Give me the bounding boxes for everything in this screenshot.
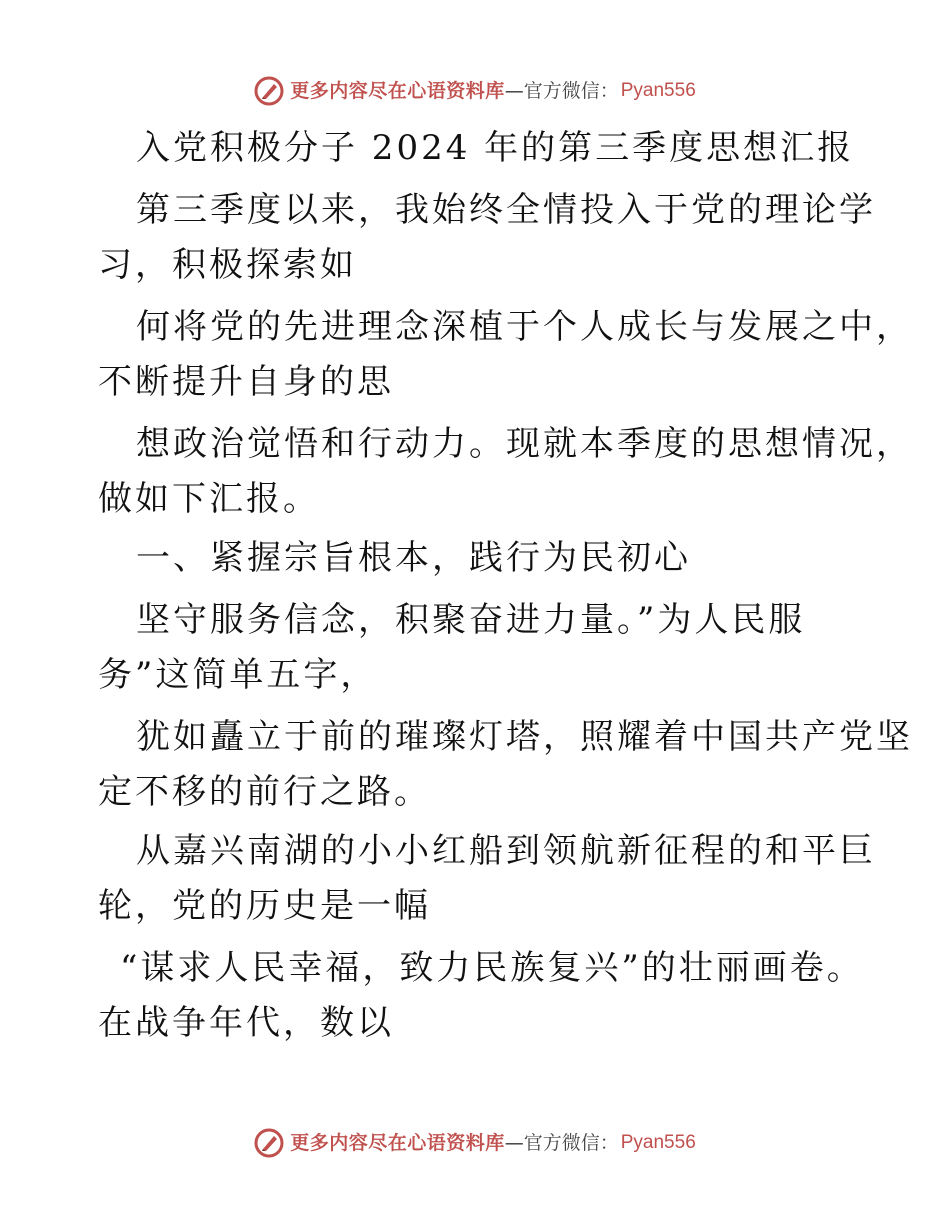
text-line: “谋求人民幸福，致力民族复兴”的壮丽画卷。 xyxy=(120,948,864,988)
banner-dash: — xyxy=(504,80,524,102)
document-title: 入党积极分子 2024 年的第三季度思想汇报 xyxy=(136,128,855,168)
banner-wechat-id: Pyan556 xyxy=(620,80,696,101)
banner-main-text: 更多内容尽在心语资料库 xyxy=(290,1132,505,1154)
text-line: 务”这简单五字， xyxy=(98,655,378,695)
text-line: 第三季度以来，我始终全情投入于党的理论学 xyxy=(136,190,876,230)
banner-dash: — xyxy=(504,1132,524,1154)
text-line: 想政治觉悟和行动力。现就本季度的思想情况， xyxy=(136,424,913,464)
text-line: 坚守服务信念，积聚奋进力量。”为人民服 xyxy=(136,600,806,640)
text-line: 习，积极探索如 xyxy=(98,245,357,285)
banner-wechat-label: 官方微信： xyxy=(523,80,619,102)
banner-wechat-id: Pyan556 xyxy=(620,1132,696,1153)
text-line: 在战争年代，数以 xyxy=(98,1003,394,1043)
pen-logo-icon xyxy=(254,1128,284,1158)
text-line: 轮，党的历史是一幅 xyxy=(98,886,431,926)
text-line: 何将党的先进理念深植于个人成长与发展之中， xyxy=(136,307,913,347)
text-line: 从嘉兴南湖的小小红船到领航新征程的和平巨 xyxy=(136,831,876,871)
text-line: 定不移的前行之路。 xyxy=(98,772,431,812)
text-line: 做如下汇报。 xyxy=(98,479,320,519)
banner-wechat-label: 官方微信： xyxy=(523,1132,619,1154)
pen-logo-icon xyxy=(254,76,284,106)
footer-banner xyxy=(0,1128,950,1158)
header-banner xyxy=(0,76,950,106)
section-heading: 一、紧握宗旨根本，践行为民初心 xyxy=(136,538,691,578)
text-line: 不断提升自身的思 xyxy=(98,362,394,402)
banner-main-text: 更多内容尽在心语资料库 xyxy=(290,80,505,102)
text-line: 犹如矗立于前的璀璨灯塔，照耀着中国共产党坚 xyxy=(136,717,913,757)
